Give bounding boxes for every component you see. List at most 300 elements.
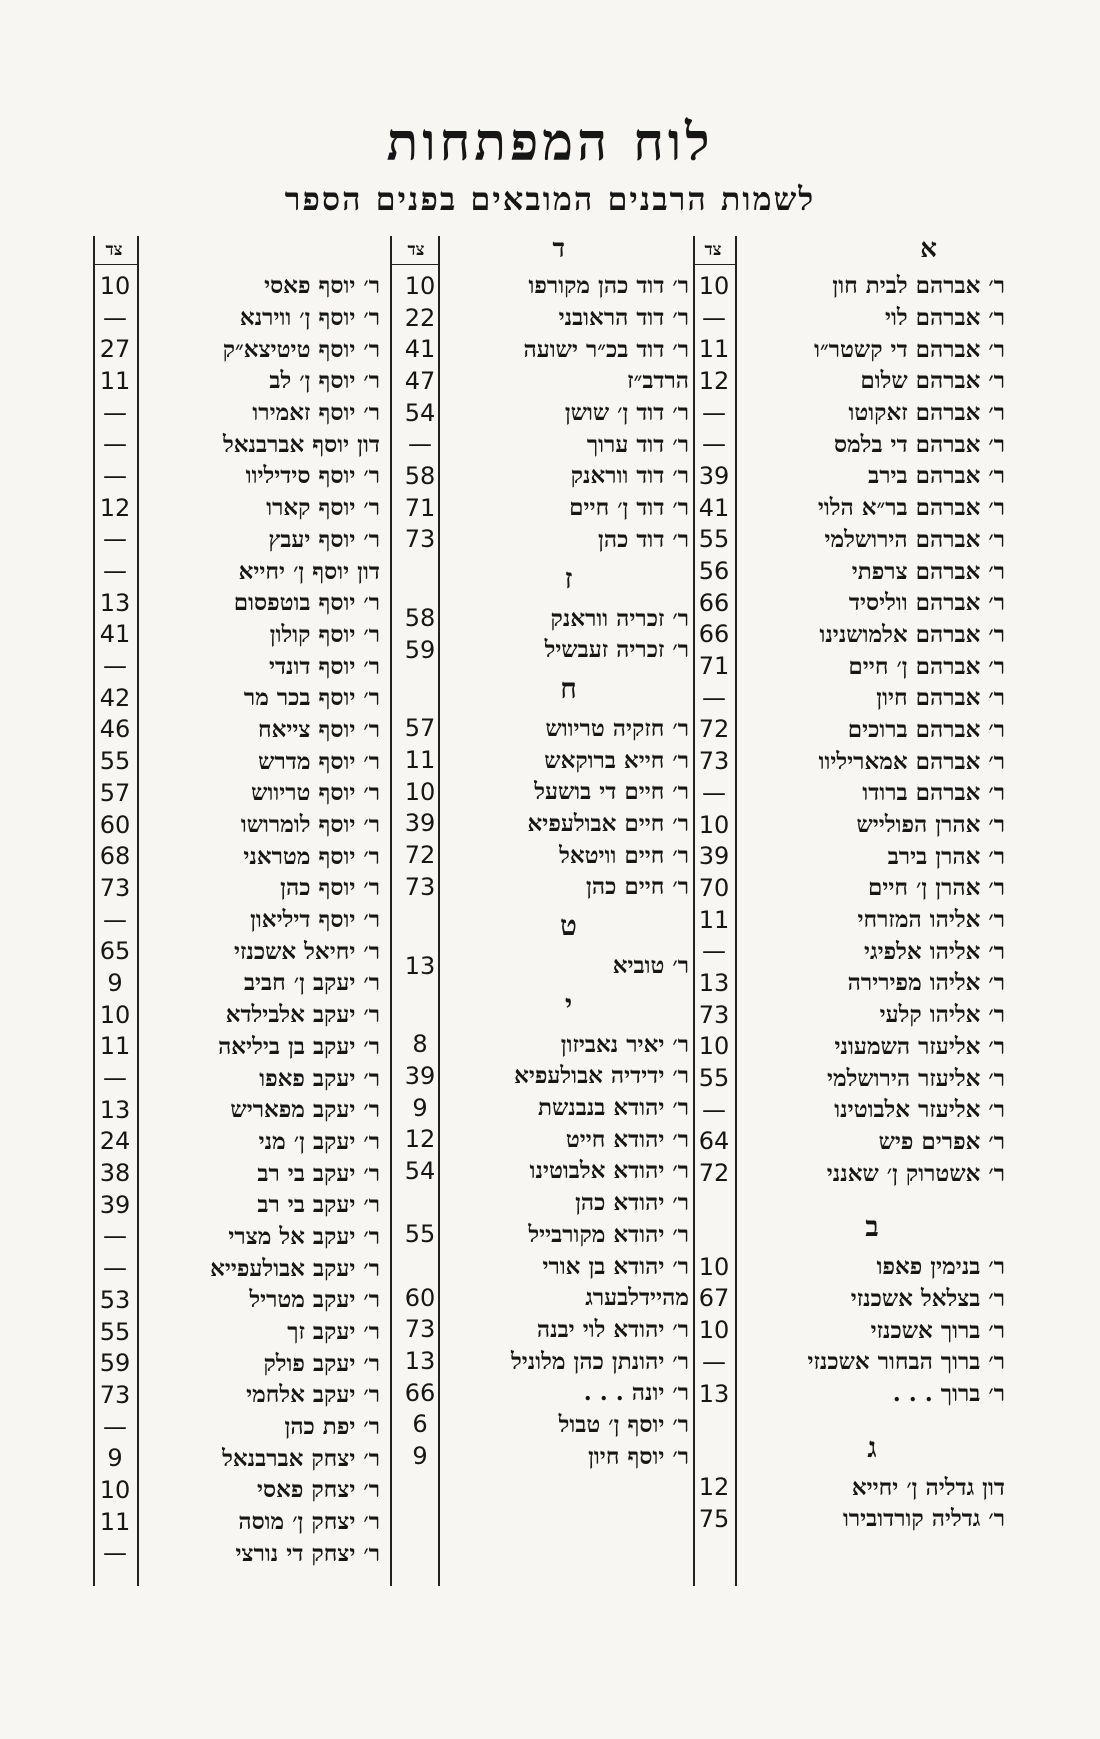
index-entry [693,460,1009,492]
page-number: — [702,398,726,427]
index-entry [693,745,1009,777]
rabbi-name: ר׳ יצחק פאסי [256,1476,380,1504]
rabbi-name: ר׳ אליהו מפירירה [847,969,1005,997]
page-number: 13 [99,1095,131,1124]
section-letter-dalet: ד [552,234,565,264]
rabbi-name: ר׳ אברהם צרפתי [851,557,1005,585]
index-entry [693,840,1009,872]
rabbi-name: ר׳ יוסף ן׳ ווירנא [239,304,380,332]
page-number: 58 [404,604,436,633]
rabbi-name: ר׳ בנימין פאפו [876,1253,1005,1281]
page-number: 73 [99,873,131,902]
index-entry [693,333,1009,365]
rabbi-name: ר׳ יוסף דיליאון [250,906,380,934]
rabbi-name: ר׳ אברהם שלום [860,367,1005,395]
rabbi-name: ר׳ חזקיה טריווש [545,714,689,742]
page-number: 68 [99,842,131,871]
index-entry [396,333,693,365]
rabbi-name: ר׳ יעקב ן׳ מני [258,1127,380,1155]
page-number: — [103,430,127,459]
rabbi-name: ר׳ אברהם הירושלמי [824,525,1005,553]
section-letter: י [564,987,573,1021]
rabbi-name: ר׳ יעקב פולק [263,1349,380,1377]
index-entry [396,744,693,776]
index-entry [396,428,693,460]
rabbi-name: ר׳ אפרים פיש [878,1127,1005,1155]
rabbi-name: ר׳ אברהם ווליסיד [848,589,1005,617]
page-number: 13 [99,588,131,617]
index-entry [396,1123,693,1155]
index-entry [396,1092,693,1124]
rabbi-name: ר׳ דוד בכ״ר ישועה [523,335,689,363]
rabbi-name: ר׳ אברהם ן׳ חיים [848,652,1005,680]
index-entry [693,714,1009,746]
rabbi-name: ר׳ יאיר נאביזון [560,1030,689,1058]
page-number: 39 [698,461,730,490]
entry-list [396,270,693,1472]
page-number: 11 [99,1032,131,1061]
section-letter: ב [865,1210,879,1244]
rabbi-name: ר׳ יהודא אלבוטינו [529,1157,689,1185]
entry-list [693,270,1009,1535]
index-entry [396,1314,693,1346]
page-number: 12 [698,366,730,395]
index-entry [693,650,1009,682]
index-entry [396,871,693,903]
page-number: 57 [404,714,436,743]
page-number: 72 [404,841,436,870]
page-number: 41 [99,620,131,649]
page-number: 9 [412,1093,428,1122]
rabbi-name: ר׳ יוסף פאסי [264,272,380,300]
rabbi-name: ר׳ יפת כהן [284,1413,380,1441]
rabbi-name: ר׳ אברהם די בלמס [833,430,1005,458]
page-number: 58 [404,461,436,490]
rabbi-name: ר׳ יהודא כהן [575,1189,689,1217]
index-entry [396,1250,693,1282]
rabbi-name: ר׳ אברהם חיון [876,684,1005,712]
page-number: 11 [698,335,730,364]
column-rule [438,236,440,1586]
page-number: 9 [412,1442,428,1471]
page-number: 60 [99,810,131,839]
page-number: 22 [404,303,436,332]
page-number: — [103,1222,127,1251]
index-entry [396,1060,693,1092]
rabbi-name: ר׳ אהרן הפולייש [856,811,1005,839]
section-letter: ט [560,909,577,943]
page-number: 73 [404,525,436,554]
page-column-header: צד [407,240,425,260]
rabbi-name: ר׳ דוד ערוך [586,430,689,458]
header-rule [390,264,438,265]
index-entry [396,1219,693,1251]
rabbi-name: ר׳ אברהם זאקוטו [848,399,1005,427]
rabbi-name: ר׳ חייא ברוקאש [544,746,689,774]
page-number: 10 [698,810,730,839]
page-number: 39 [404,1061,436,1090]
rabbi-name: ר׳ זכריה זעבשיל [544,636,689,664]
page-number: 10 [698,1316,730,1345]
page-number: 11 [99,366,131,395]
column-rule [693,236,695,1586]
page-number: 59 [404,635,436,664]
page-number: 10 [698,271,730,300]
page-number: 54 [404,398,436,427]
rabbi-name: ר׳ יוסף סידיליוו [245,462,380,490]
rabbi-name: ר׳ יעקב מטריל [249,1286,380,1314]
page-number: — [702,937,726,966]
page-subtitle: לשמות הרבנים המובאים בפנים הספר [284,180,816,218]
page-number: 27 [99,335,131,364]
rabbi-name: דון יוסף ן׳ יחייא [238,557,380,585]
index-entry [693,777,1009,809]
index-entry [693,1157,1009,1189]
page-number: 12 [698,1473,730,1502]
rabbi-name: ר׳ יוסף יעבץ [268,525,380,553]
index-entry [693,999,1009,1031]
page-number: 10 [99,1000,131,1029]
page-number: 41 [404,335,436,364]
page-number: 65 [99,937,131,966]
rabbi-name: מהיידלבערג [585,1284,689,1312]
page-number: 67 [698,1284,730,1313]
rabbi-name: ר׳ בצלאל אשכנזי [850,1284,1005,1312]
rabbi-name: ר׳ דוד הראובני [558,304,689,332]
index-entry [693,428,1009,460]
rabbi-name: ר׳ דוד ווראנק [570,462,689,490]
page-number: — [103,652,127,681]
page-number: 10 [404,777,436,806]
page-number: 73 [404,872,436,901]
index-entry [693,1126,1009,1158]
rabbi-name: דון גדליה ן׳ יחייא [851,1473,1005,1501]
page-number: — [702,683,726,712]
section-letter: ח [560,672,577,706]
rabbi-name: ר׳ אליעזר השמעוני [834,1032,1005,1060]
page-number: 55 [404,1220,436,1249]
page-number: 71 [698,652,730,681]
index-entry [693,587,1009,619]
index-entry [396,460,693,492]
index-entry [693,619,1009,651]
index-entry [693,492,1009,524]
section-letter: ג [867,1430,877,1464]
page-number: 59 [99,1349,131,1378]
page-number: 73 [698,747,730,776]
rabbi-name: ר׳ אליעזר אלבוטינו [834,1096,1005,1124]
page-number: 10 [99,271,131,300]
rabbi-name: ר׳ יהודא מקורבייל [528,1220,689,1248]
index-entry [693,1094,1009,1126]
index-entry [693,524,1009,556]
rabbi-name: ר׳ אשטרוק ן׳ שאנני [826,1159,1005,1187]
rabbi-name: ר׳ דוד כהן [598,525,689,553]
page-number: 11 [698,905,730,934]
index-entry [396,1282,693,1314]
index-entry [693,904,1009,936]
page-number: 73 [99,1380,131,1409]
page-number: 55 [99,1317,131,1346]
index-entry [693,935,1009,967]
index-entry [693,967,1009,999]
rabbi-name: ר׳ גדליה קורדובירו [842,1505,1005,1533]
rabbi-name: ר׳ יוסף ן׳ לב [269,367,380,395]
index-entry [693,1031,1009,1063]
rabbi-name: ר׳ יעקב פאפו [259,1064,380,1092]
rabbi-name: הרדב״ז [627,367,689,395]
page-number: 55 [698,1064,730,1093]
rabbi-name: דון יוסף אברבנאל [223,430,380,458]
page-number: 11 [404,746,436,775]
rabbi-name: ר׳ אברהם אמאריליוו [818,747,1005,775]
page-number: 13 [698,1379,730,1408]
rabbi-name: ר׳ אליעזר הירושלמי [826,1064,1005,1092]
rabbi-name: ר׳ אברהם ברודו [862,779,1005,807]
page-number: 46 [99,715,131,744]
index-entry [396,1155,693,1187]
page-number: 73 [698,1000,730,1029]
rabbi-name: ר׳ ברוך הבחור אשכנזי [807,1348,1005,1376]
index-column-2 [396,236,693,1472]
rabbi-name: ר׳ יעקב מפאריש [230,1096,380,1124]
page-number: — [103,461,127,490]
page-number: 24 [99,1127,131,1156]
page-number: 75 [698,1504,730,1533]
rabbi-name: ר׳ זכריה ווראנק [550,604,689,632]
page-number: 8 [412,1030,428,1059]
page-number: 41 [698,493,730,522]
index-entry [693,555,1009,587]
page-number: 64 [698,1127,730,1156]
rabbi-name: ר׳ יוסף מדרש [258,747,380,775]
index-entry [693,270,1009,302]
rabbi-name: ר׳ יעקב בי רב [257,1191,380,1219]
section-letter: ז [564,561,573,595]
page-number: — [103,303,127,332]
rabbi-name: ר׳ יעקב בי רב [257,1159,380,1187]
rabbi-name: ר׳ יעקב זך [287,1318,380,1346]
page-title: לוח המפתחות [386,112,714,173]
rabbi-name: ר׳ יהודא לוי יבנה [536,1315,689,1343]
rabbi-name: ר׳ יוסף טיטיצא״ק [222,335,380,363]
page-number: 47 [404,366,436,395]
rabbi-name: ר׳ דוד ן׳ חיים [569,494,689,522]
column-rule [137,236,139,1586]
rabbi-name: ר׳ חיים אבולעפיא [527,809,689,837]
page-number: 10 [698,1032,730,1061]
page-number: 9 [107,968,123,997]
rabbi-name: ר׳ דוד ן׳ שושן [564,399,689,427]
rabbi-name: ר׳ אליהו קלעי [879,1001,1005,1029]
rabbi-name: ר׳ יעקב בן ביליאה [218,1032,380,1060]
rabbi-name: ר׳ יוסף קארו [266,494,380,522]
page-number: 13 [404,951,436,980]
index-entry [396,1440,693,1472]
index-entry [396,270,693,302]
rabbi-name: ר׳ אהרן ן׳ חיים [868,874,1005,902]
rabbi-name: ר׳ אברהם בירב [868,462,1005,490]
rabbi-name: ר׳ יוסף חיון [588,1442,689,1470]
page-number: 10 [99,1475,131,1504]
spacer [693,1189,1009,1204]
rabbi-name: ר׳ ברוך . . . [892,1380,1005,1408]
rabbi-name: ר׳ יונה . . . [583,1379,689,1407]
spacer [693,1409,1009,1424]
page-number: 60 [404,1283,436,1312]
page-number: — [103,557,127,586]
rabbi-name: ר׳ חיים כהן [586,873,689,901]
column-rule [735,236,737,1586]
rabbi-name: ר׳ יוסף בכר מר [243,684,380,712]
index-column-1 [693,236,1009,1535]
page-number: 10 [698,1252,730,1281]
page-number: — [702,778,726,807]
rabbi-name: ר׳ אברהם בר״א הלוי [817,494,1005,522]
rabbi-name: ר׳ יוסף קולון [269,620,380,648]
header-rule [693,264,735,265]
index-entry [396,1187,693,1219]
page-number: 55 [698,525,730,554]
index-entry [396,365,693,397]
page-number: 13 [404,1347,436,1376]
rabbi-name: ר׳ חיים וויטאל [559,841,689,869]
page-number: 55 [99,747,131,776]
rabbi-name: ר׳ יהודא בנבנשת [537,1094,689,1122]
index-entry [396,1377,693,1409]
rabbi-name: ר׳ יצחק אברבנאל [222,1444,380,1472]
index-entry [693,302,1009,334]
rabbi-name: ר׳ יוסף זאמירו [252,399,380,427]
column-rule [93,236,95,1586]
page-number: 57 [99,778,131,807]
index-entry [396,839,693,871]
index-entry [693,1314,1009,1346]
index-entry [396,524,693,556]
page-number: — [702,430,726,459]
rabbi-name: ר׳ טוביא [612,952,689,980]
rabbi-name: ר׳ יוסף צייאח [257,715,380,743]
page-number: — [103,1539,127,1568]
column-rule [390,236,392,1586]
index-entry [693,1471,1009,1503]
page-number: 54 [404,1156,436,1185]
index-entry [396,808,693,840]
page-number: 39 [404,809,436,838]
page-number: 39 [99,1190,131,1219]
index-entry [693,397,1009,429]
rabbi-name: ר׳ יוסף לומרושו [240,811,380,839]
rabbi-name: ר׳ יעקב ן׳ חביב [243,969,380,997]
page-number: 53 [99,1285,131,1314]
rabbi-name: ר׳ יחיאל אשכנזי [233,937,380,965]
page-number: — [103,525,127,554]
page-number: 12 [404,1125,436,1154]
page-column-header: צד [704,240,722,260]
page-number: 39 [698,842,730,871]
rabbi-name: ר׳ חיים די בושעל [534,778,689,806]
page-number: 71 [404,493,436,522]
index-entry [396,397,693,429]
rabbi-name: ר׳ יעקב אל מצרי [228,1222,380,1250]
page-number: 70 [698,873,730,902]
index-entry [396,1028,693,1060]
rabbi-name: ר׳ ברוך אשכנזי [870,1316,1005,1344]
index-entry [693,1251,1009,1283]
page-number: 42 [99,683,131,712]
rabbi-name: ר׳ יעקב אבולעפייא [210,1254,380,1282]
page-number: — [103,398,127,427]
rabbi-name: ר׳ יוסף מטראני [243,842,380,870]
page-number: 56 [698,557,730,586]
page-number: 6 [412,1410,428,1439]
page-number: 72 [698,1159,730,1188]
page-number: 13 [698,968,730,997]
index-entry [693,1062,1009,1094]
page-number: — [103,1412,127,1441]
rabbi-name: ר׳ אברהם די קשטר״ו [814,335,1005,363]
rabbi-name: ר׳ אליהו המזרחי [857,906,1005,934]
rabbi-name: ר׳ יוסף בוטפסום [233,589,380,617]
rabbi-name: ר׳ יצחק די נורצי [235,1539,380,1567]
rabbi-name: ר׳ יהונתן כהן מלוניל [510,1347,689,1375]
page-number: — [103,905,127,934]
rabbi-name: ר׳ יעקב אלחמי [246,1381,380,1409]
page-number: — [103,1064,127,1093]
page-number: 10 [404,271,436,300]
rabbi-name: ר׳ אברהם ברוכים [847,715,1005,743]
index-entry [396,1409,693,1441]
index-entry [396,713,693,745]
index-entry [693,872,1009,904]
rabbi-name: ר׳ יעקב אלבילדא [225,1001,380,1029]
index-entry [396,492,693,524]
index-entry [396,602,693,634]
index-entry [693,1378,1009,1410]
header-rule [93,264,137,265]
page-number: 12 [99,493,131,522]
rabbi-name: ר׳ יצחק ן׳ מוסה [238,1508,380,1536]
page-column-header: צד [105,240,123,260]
rabbi-name: ר׳ יוסף טריווש [251,779,380,807]
index-entry [396,776,693,808]
page-number: 66 [698,588,730,617]
page-number: — [702,1095,726,1124]
page-number: 66 [698,620,730,649]
rabbi-name: ר׳ יוסף דונדי [268,652,380,680]
rabbi-name: ר׳ אהרן בירב [887,842,1005,870]
page-number: 38 [99,1159,131,1188]
rabbi-name: ר׳ אברהם אלמושנינו [819,620,1005,648]
rabbi-name: ר׳ דוד כהן מקורפו [528,272,689,300]
page-number: — [702,303,726,332]
rabbi-name: ר׳ ידידיה אבולעפיא [514,1062,689,1090]
index-entry [396,302,693,334]
index-entry [693,809,1009,841]
rabbi-name: ר׳ אברהם לוי [884,304,1005,332]
rabbi-name: ר׳ אליהו אלפיגי [864,937,1005,965]
rabbi-name: ר׳ יוסף ן׳ טבול [558,1410,689,1438]
page-number: 11 [99,1507,131,1536]
page-number: 9 [107,1444,123,1473]
rabbi-name: ר׳ אברהם לבית חון [832,272,1005,300]
index-entry [693,365,1009,397]
page-number: — [702,1347,726,1376]
rabbi-name: ר׳ יהודא בן אורי [542,1252,689,1280]
index-entry [693,1346,1009,1378]
index-entry [693,682,1009,714]
index-entry [396,950,693,982]
